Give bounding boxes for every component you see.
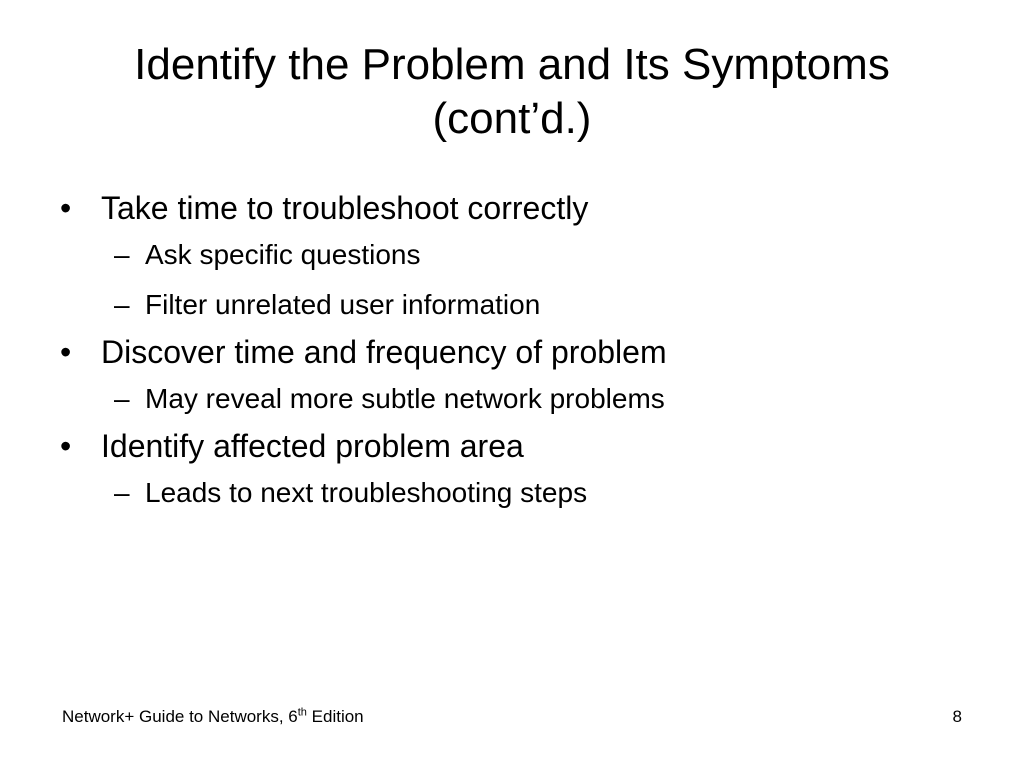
- sub-bullet-text: Ask specific questions: [145, 239, 421, 270]
- bullet-text: Discover time and frequency of problem: [101, 334, 667, 370]
- bullet-item: [60, 330, 980, 374]
- bullet-item: [60, 424, 980, 468]
- sub-bullet-text: Filter unrelated user information: [145, 289, 541, 320]
- sub-bullet-text: Leads to next troubleshooting steps: [145, 477, 588, 508]
- footer-book-title-prefix: Network+ Guide to Networks, 6: [62, 707, 298, 726]
- sub-bullet-item: [60, 468, 980, 518]
- bullet-text: Identify affected problem area: [101, 428, 524, 464]
- sub-bullet-item: [60, 230, 980, 280]
- sub-bullet-marker: –: [114, 239, 130, 270]
- sub-bullet-item: [60, 374, 980, 424]
- bullet-group: [60, 424, 980, 518]
- sub-bullet-item: [60, 280, 980, 330]
- slide-title-line-2: (cont’d.): [432, 94, 592, 143]
- bullet-group: [60, 330, 980, 424]
- bullet-item: [60, 186, 980, 230]
- sub-bullet-marker: –: [114, 477, 130, 508]
- footer-book-title: [62, 707, 364, 727]
- sub-bullet-marker: –: [114, 289, 130, 320]
- bullet-marker: •: [60, 334, 72, 370]
- slide-title: [40, 38, 984, 146]
- bullet-text: Take time to troubleshoot correctly: [101, 190, 589, 226]
- page-number: 8: [952, 707, 962, 726]
- sub-bullet-text: May reveal more subtle network problems: [145, 383, 665, 414]
- bullet-marker: •: [60, 190, 72, 226]
- footer-book-title-suffix: Edition: [306, 707, 364, 726]
- slide-body: [60, 186, 980, 518]
- sub-bullet-marker: –: [114, 383, 130, 414]
- bullet-marker: •: [60, 428, 72, 464]
- bullet-group: [60, 186, 980, 330]
- slide-title-line-1: Identify the Problem and Its Symptoms: [134, 40, 890, 89]
- footer-edition-ordinal: th: [297, 706, 307, 719]
